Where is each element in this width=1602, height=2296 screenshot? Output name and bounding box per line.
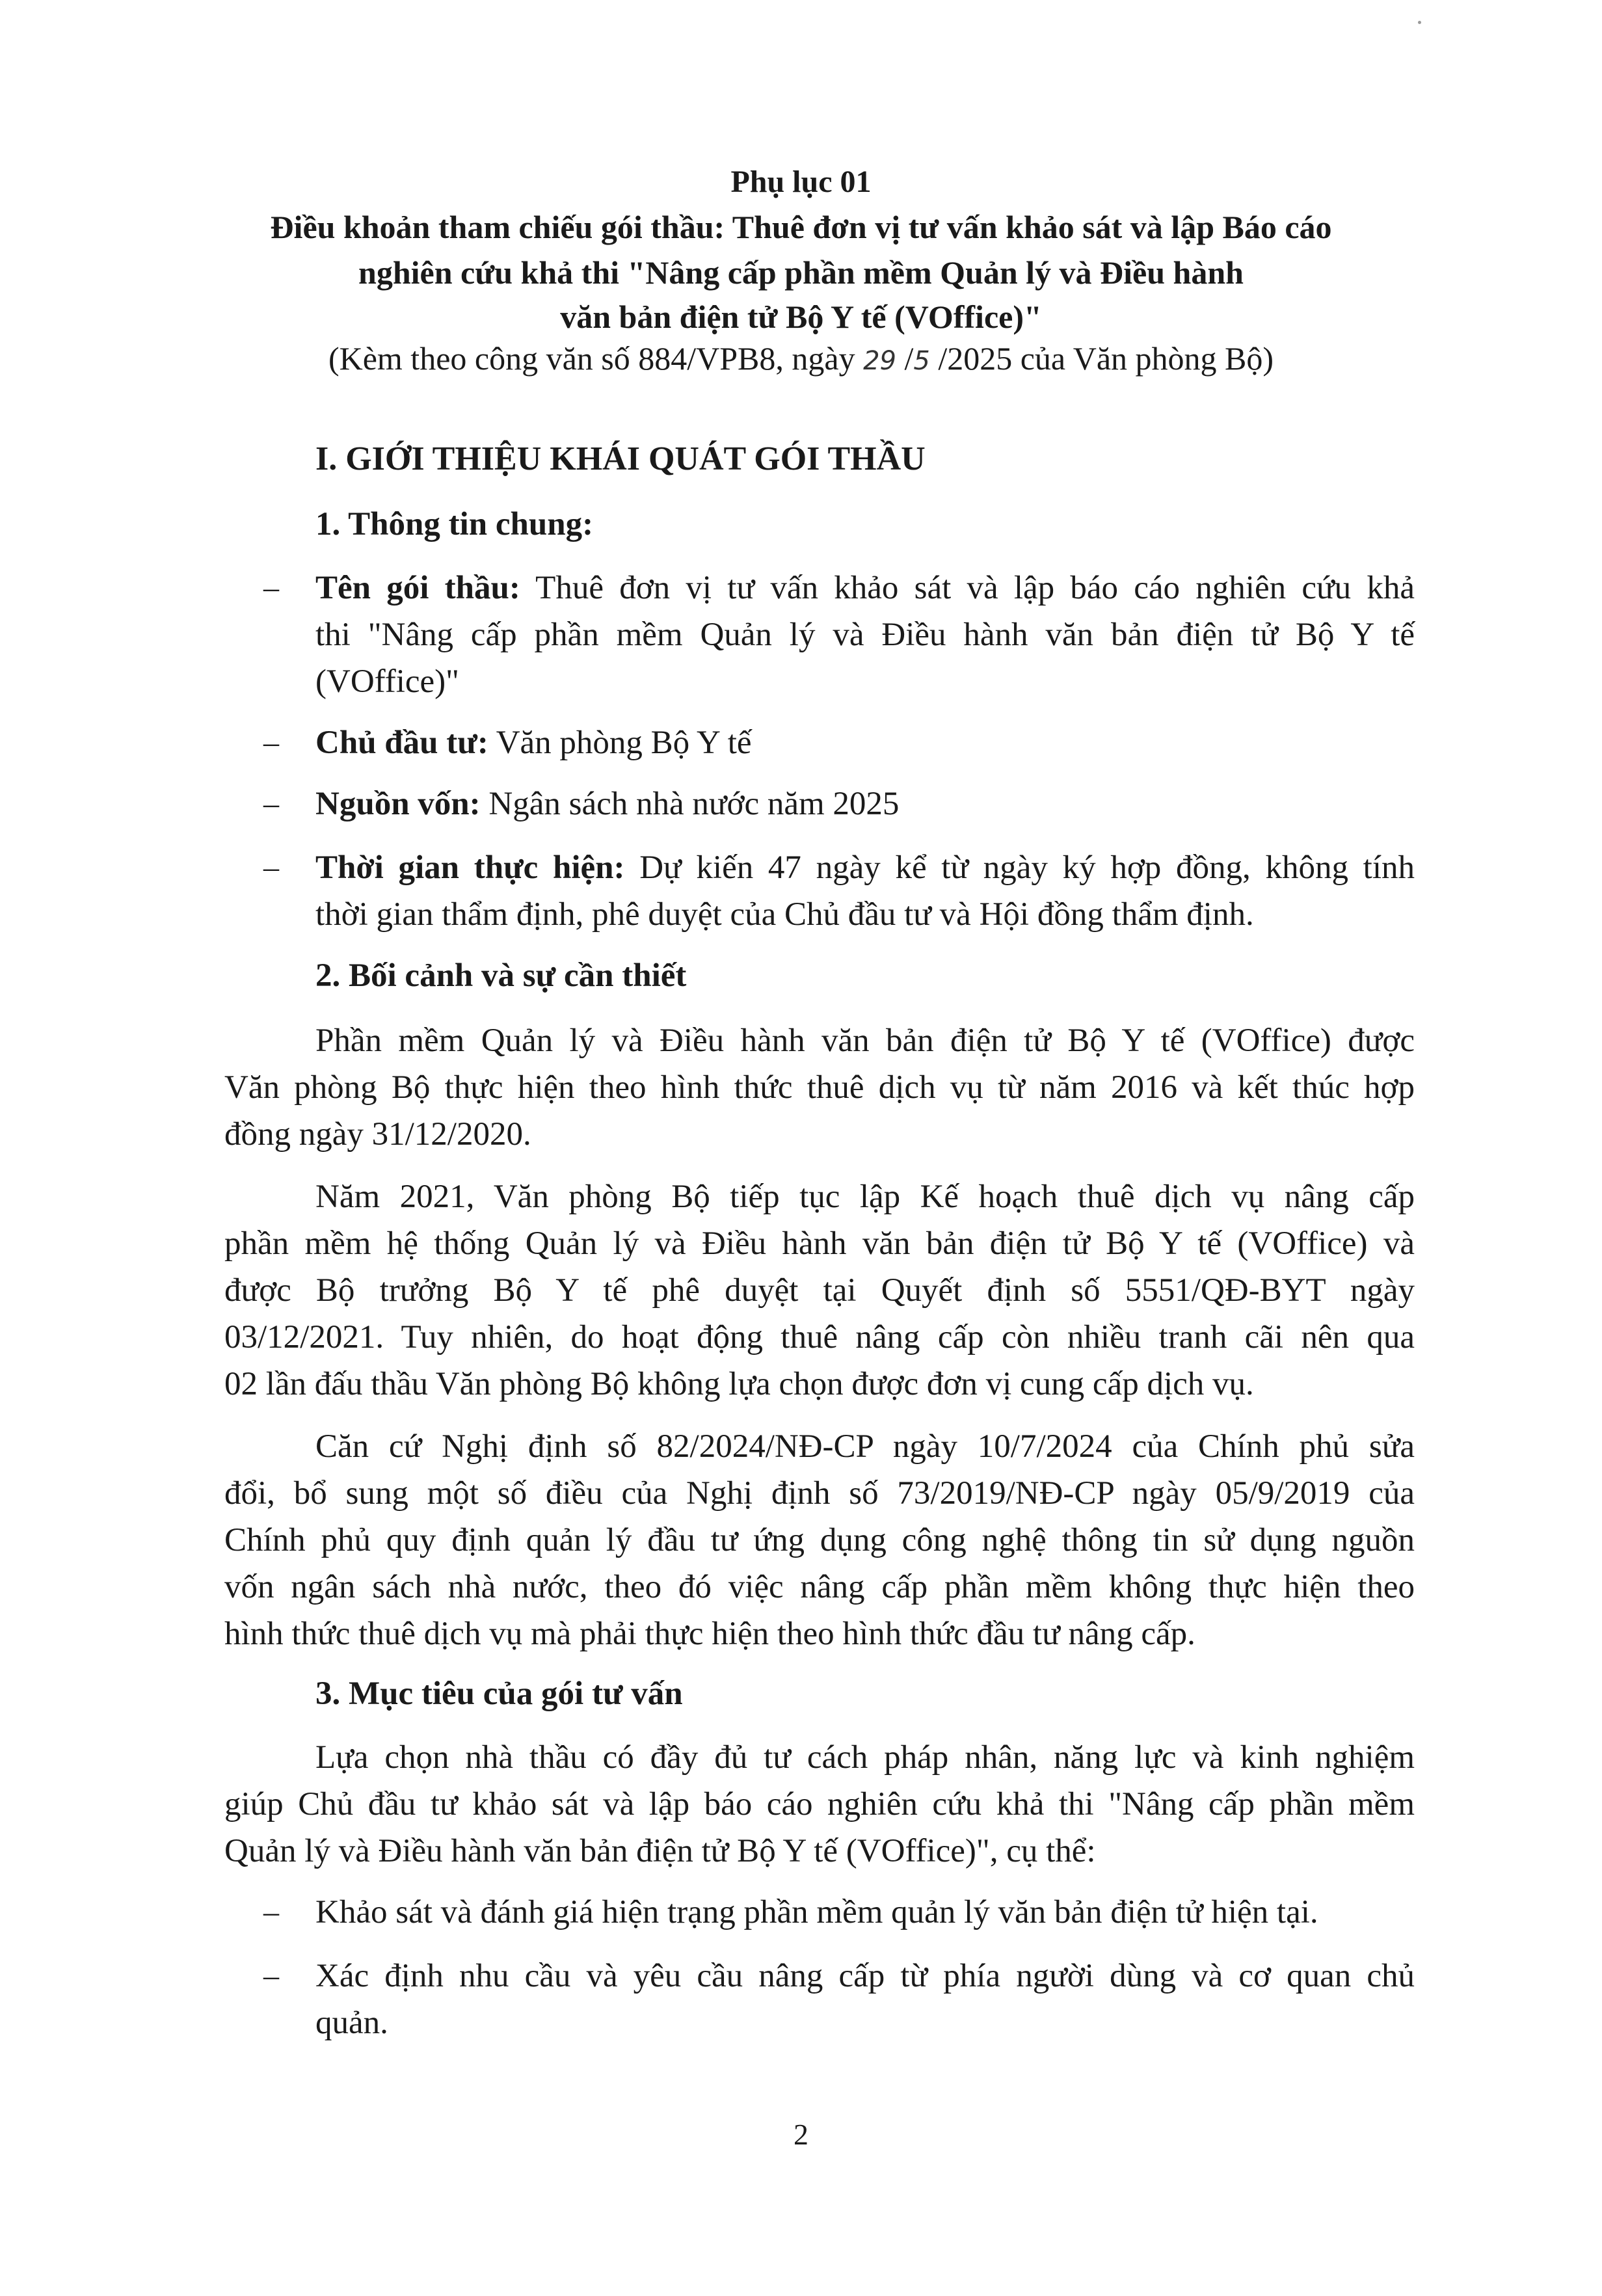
goal-line-3: Quản lý và Điều hành văn bản điện tử Bộ Y tế (VOffice)", cụ thể: [224, 1833, 1096, 1869]
subheading-context: 2. Bối cảnh và sự cần thiết [315, 957, 687, 994]
attachment-note [0, 340, 1602, 377]
para1-line-2: Văn phòng Bộ thực hiện theo hình thức thuê dịch vụ từ năm 2016 và kết thúc hợp [224, 1069, 1415, 1106]
bullet-label: Chủ đầu tư: [315, 725, 488, 761]
para2-line-2: phần mềm hệ thống Quản lý và Điều hành văn bản điện tử Bộ Y tế (VOffice) và [224, 1225, 1415, 1262]
bullet-duration-line-2: thời gian thẩm định, phê duyệt của Chủ đầu tư và Hội đồng thẩm định. [315, 896, 1254, 933]
attachment-date-separator: / [896, 340, 914, 377]
attachment-note-prefix: (Kèm theo công văn số 884/VPB8, ngày [328, 340, 864, 377]
bullet-duration-line-1 [315, 848, 1415, 887]
para2-line-4: 03/12/2021. Tuy nhiên, do hoạt động thuê nâng cấp còn nhiều tranh cãi nên qua [224, 1319, 1415, 1355]
appendix-subtitle-line-3: văn bản điện tử Bộ Y tế (VOffice)" [560, 299, 1042, 335]
bullet-label: Thời gian thực hiện: [315, 849, 625, 886]
bullet-label: Nguồn vốn: [315, 786, 481, 822]
bullet-text: Văn phòng Bộ Y tế [488, 725, 752, 761]
para3-line-4: vốn ngân sách nhà nước, theo đó việc nâng cấp phần mềm không thực hiện theo [224, 1569, 1415, 1605]
bullet-text: Thuê đơn vị tư vấn khảo sát và lập báo cáo nghiên cứu khả [520, 570, 1415, 606]
subheading-objectives: 3. Mục tiêu của gói tư vấn [315, 1675, 683, 1712]
para1-line-3: đồng ngày 31/12/2020. [224, 1116, 531, 1153]
para3-line-5: hình thức thuê dịch vụ mà phải thực hiện theo hình thức đầu tư nâng cấp. [224, 1616, 1195, 1652]
bullet-text: Ngân sách nhà nước năm 2025 [480, 786, 900, 822]
subheading-general-info: 1. Thông tin chung: [315, 506, 594, 542]
bullet-investor [315, 723, 752, 762]
goal-bullet-requirements-line-1: Xác định nhu cầu và yêu cầu nâng cấp từ phía người dùng và cơ quan chủ [315, 1958, 1415, 1994]
goal-line-1: Lựa chọn nhà thầu có đầy đủ tư cách pháp nhân, năng lực và kinh nghiệm [315, 1739, 1415, 1776]
bullet-dash: – [263, 570, 279, 605]
appendix-title: Phụ lục 01 [730, 165, 872, 199]
bullet-dash: – [263, 850, 279, 885]
appendix-subtitle-line-1: Điều khoản tham chiếu gói thầu: Thuê đơn vị tư vấn khảo sát và lập Báo cáo [270, 209, 1332, 245]
para2-line-1: Năm 2021, Văn phòng Bộ tiếp tục lập Kế hoạch thuê dịch vụ nâng cấp [315, 1179, 1415, 1215]
para3-line-1: Căn cứ Nghị định số 82/2024/NĐ-CP ngày 10/7/2024 của Chính phủ sửa [315, 1428, 1415, 1465]
scan-speck [1418, 21, 1421, 24]
bullet-package-name-line-3: (VOffice)" [315, 663, 459, 700]
bullet-funding [315, 784, 899, 823]
bullet-text: Dự kiến 47 ngày kể từ ngày ký hợp đồng, không tính [624, 849, 1415, 886]
bullet-dash: – [263, 725, 279, 760]
bullet-package-name-line-2: thi "Nâng cấp phần mềm Quản lý và Điều hành văn bản điện tử Bộ Y tế [315, 617, 1415, 653]
goal-line-2: giúp Chủ đầu tư khảo sát và lập báo cáo nghiên cứu khả thi "Nâng cấp phần mềm [224, 1786, 1415, 1822]
bullet-label: Tên gói thầu: [315, 570, 520, 606]
goal-bullet-survey: Khảo sát và đánh giá hiện trạng phần mềm quản lý văn bản điện tử hiện tại. [315, 1894, 1318, 1930]
para3-line-3: Chính phủ quy định quản lý đầu tư ứng dụng công nghệ thông tin sử dụng nguồn [224, 1522, 1415, 1558]
attachment-day-handwritten: 29 [863, 346, 896, 376]
appendix-subtitle-line-2: nghiên cứu khả thi "Nâng cấp phần mềm Quản lý và Điều hành [358, 254, 1244, 291]
attachment-note-suffix: /2025 của Văn phòng Bộ) [929, 340, 1274, 377]
para2-line-5: 02 lần đấu thầu Văn phòng Bộ không lựa chọn được đơn vị cung cấp dịch vụ. [224, 1366, 1254, 1402]
goal-bullet-requirements-line-2: quản. [315, 2005, 388, 2041]
para2-line-3: được Bộ trưởng Bộ Y tế phê duyệt tại Quyết định số 5551/QĐ-BYT ngày [224, 1272, 1415, 1309]
para3-line-2: đổi, bổ sung một số điều của Nghị định số 73/2019/NĐ-CP ngày 05/9/2019 của [224, 1475, 1415, 1512]
bullet-dash: – [263, 1895, 279, 1929]
para1-line-1: Phần mềm Quản lý và Điều hành văn bản điện tử Bộ Y tế (VOffice) được [315, 1022, 1415, 1059]
page-number: 2 [794, 2118, 808, 2151]
bullet-package-name-line-1 [315, 568, 1415, 607]
bullet-dash: – [263, 786, 279, 821]
attachment-month-handwritten: 5 [913, 346, 930, 376]
section-heading: I. GIỚI THIỆU KHÁI QUÁT GÓI THẦU [315, 440, 926, 477]
bullet-dash: – [263, 1958, 279, 1993]
